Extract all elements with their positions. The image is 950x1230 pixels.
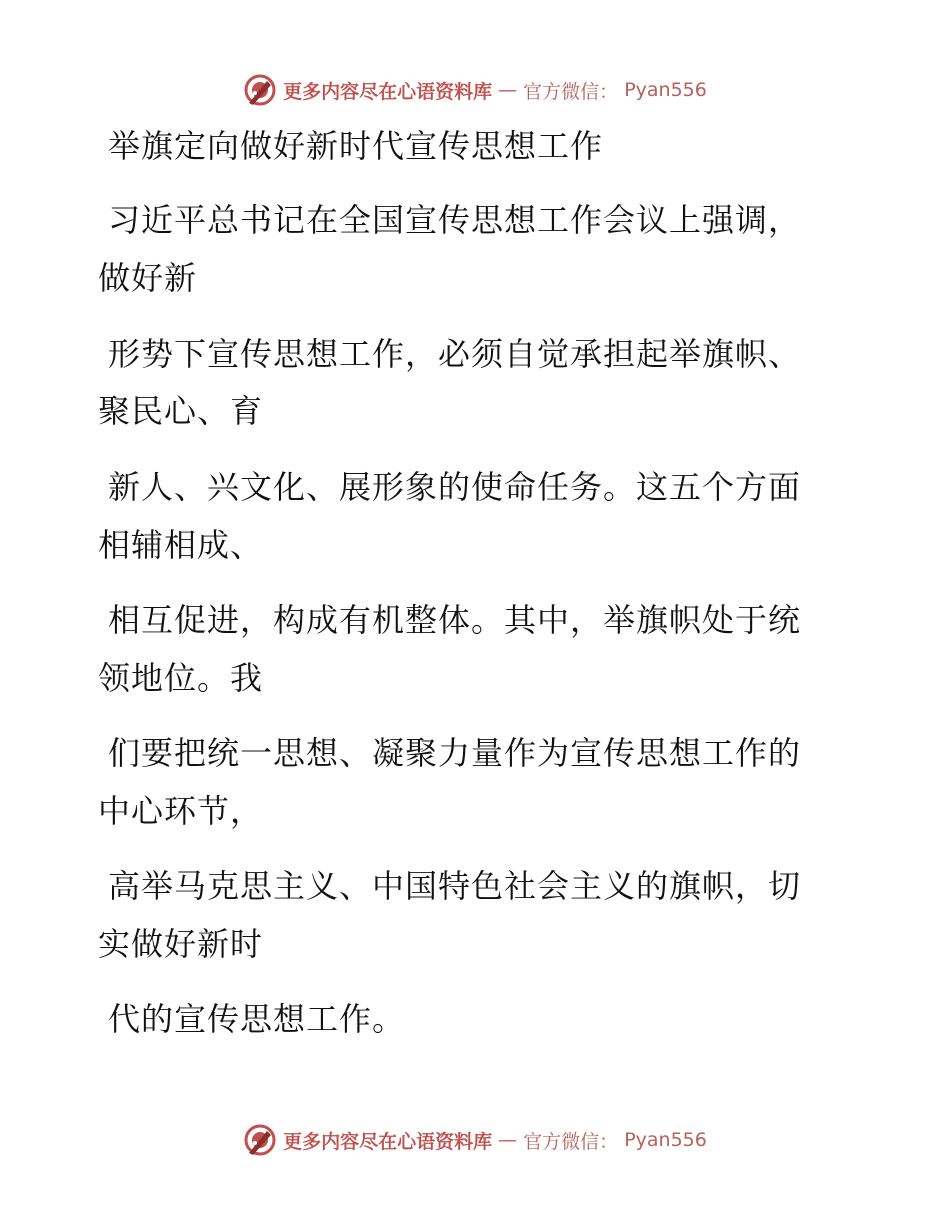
body-line: 中心环节，	[98, 792, 264, 830]
watermark-separator: —	[498, 79, 518, 101]
body-line: 习近平总书记在全国宣传思想工作会议上强调，	[108, 201, 802, 239]
body-line: 相互促进，构成有机整体。其中，举旗帜处于统	[108, 601, 802, 639]
body-line: 代的宣传思想工作。	[108, 1000, 406, 1038]
watermark-contact-label: 官方微信：	[523, 80, 619, 103]
header-watermark	[0, 70, 950, 110]
watermark-contact-id: Pyan556	[624, 79, 707, 101]
watermark-contact-label: 官方微信：	[523, 1130, 619, 1153]
body-line: 形势下宣传思想工作，必须自觉承担起举旗帜、	[108, 335, 802, 373]
body-line: 相辅相成、	[98, 526, 264, 564]
watermark-brand: 更多内容尽在心语资料库	[283, 80, 493, 103]
footer-watermark	[0, 1120, 950, 1160]
document-title: 举旗定向做好新时代宣传思想工作	[108, 127, 604, 165]
watermark-contact-id: Pyan556	[624, 1129, 707, 1151]
pen-logo-icon	[243, 73, 277, 107]
pen-logo-icon	[243, 1123, 277, 1157]
watermark-separator: —	[498, 1129, 518, 1151]
watermark-brand: 更多内容尽在心语资料库	[283, 1130, 493, 1153]
body-line: 聚民心、育	[98, 392, 264, 430]
body-line: 实做好新时	[98, 925, 264, 963]
body-line: 们要把统一思想、凝聚力量作为宣传思想工作的	[108, 734, 802, 772]
body-line: 新人、兴文化、展形象的使命任务。这五个方面	[108, 468, 802, 506]
body-line: 领地位。我	[98, 659, 264, 697]
body-line: 做好新	[98, 259, 198, 297]
body-line: 高举马克思主义、中国特色社会主义的旗帜，切	[108, 867, 802, 905]
